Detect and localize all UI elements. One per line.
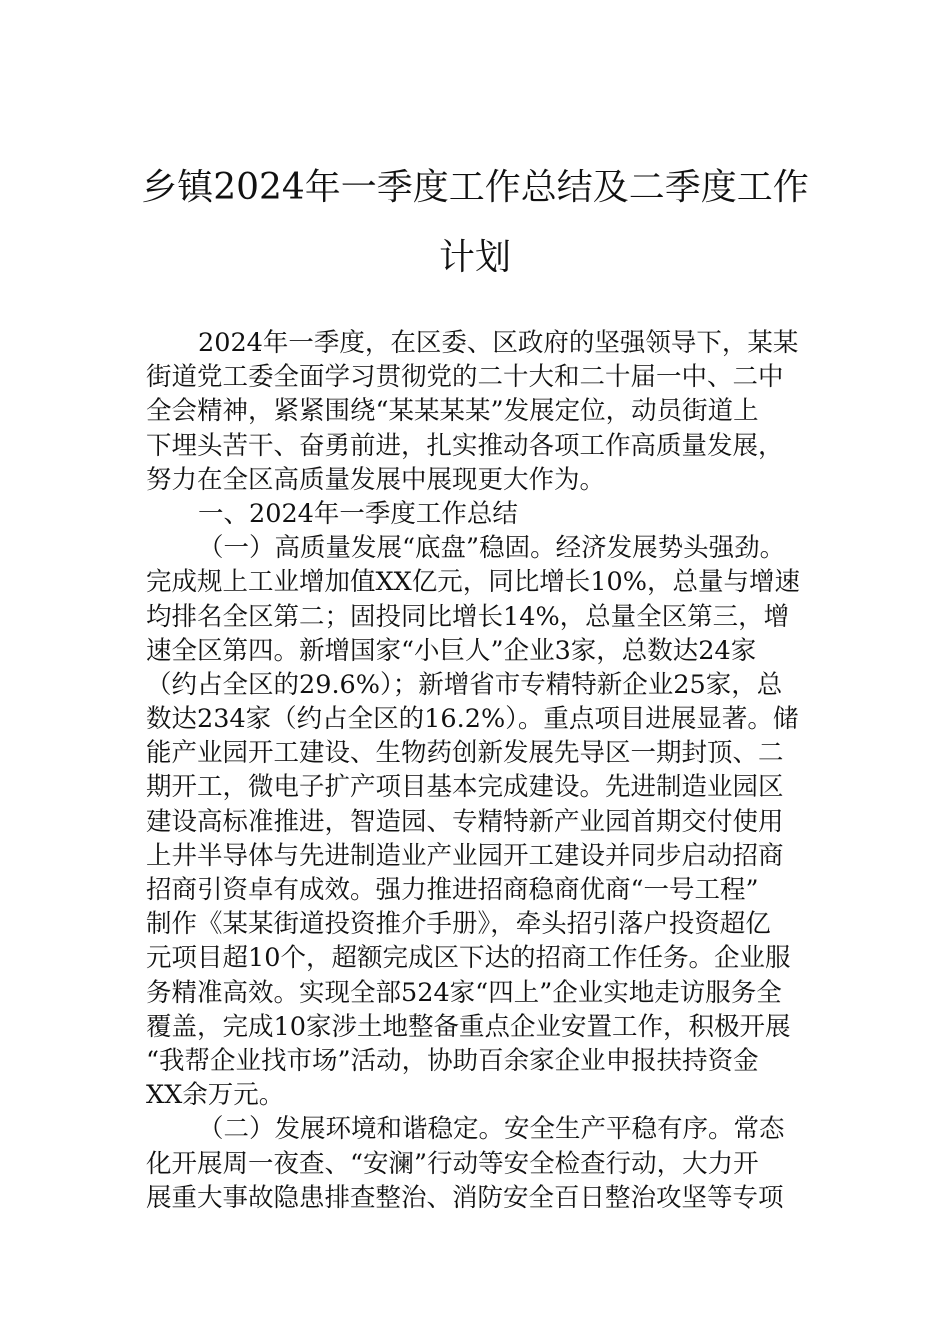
paragraph-line: “我帮企业找市场”活动，协助百余家企业申报扶持资金 <box>146 1045 759 1076</box>
paragraph-line: （约占全区的29.6%）；新增省市专精特新企业25家，总 <box>146 669 783 700</box>
paragraph-line: 街道党工委全面学习贯彻党的二十大和二十届一中、二中 <box>146 362 784 393</box>
paragraph-line: 下埋头苦干、奋勇前进，扎实推动各项工作高质量发展， <box>146 430 784 461</box>
paragraph-line: 努力在全区高质量发展中展现更大作为。 <box>146 464 606 495</box>
paragraph-line: 数达234家（约占全区的16.2%）。重点项目进展显著。储 <box>146 704 799 735</box>
paragraph-line: 制作《某某街道投资推介手册》，牵头招引落户投资超亿 <box>146 909 771 940</box>
paragraph-line: 招商引资卓有成效。强力推进招商稳商优商“一号工程” <box>146 875 759 905</box>
paragraph-line: XX余万元。 <box>146 1080 285 1111</box>
paragraph-line: （一）高质量发展“底盘”稳固。经济发展势头强劲。 <box>198 533 786 564</box>
paragraph-line: 完成规上工业增加值XX亿元，同比增长10%，总量与增速 <box>146 567 800 598</box>
paragraph-line: 全会精神，紧紧围绕“某某某某”发展定位，动员街道上 <box>146 396 759 427</box>
paragraph-line: 上井半导体与先进制造业产业园开工建设并同步启动招商 <box>146 840 784 871</box>
paragraph-line: 元项目超10个，超额完成区下达的招商工作任务。企业服 <box>146 943 791 974</box>
paragraph-line: 建设高标准推进，智造园、专精特新产业园首期交付使用 <box>146 806 784 837</box>
paragraph-line: （二）发展环境和谐稳定。安全生产平稳有序。常态 <box>198 1114 785 1145</box>
paragraph-line: 均排名全区第二；固投同比增长14%，总量全区第三，增 <box>146 601 790 632</box>
paragraph-line: 化开展周一夜查、“安澜”行动等安全检查行动，大力开 <box>146 1148 759 1179</box>
paragraph-line: 能产业园开工建设、生物药创新发展先导区一期封顶、二 <box>146 738 784 769</box>
paragraph-line: 2024年一季度，在区委、区政府的坚强领导下，某某 <box>198 328 799 358</box>
paragraph-line: 期开工，微电子扩产项目基本完成建设。先进制造业园区 <box>146 772 784 803</box>
document-title-line-2: 计划 <box>438 237 511 278</box>
paragraph-line: 展重大事故隐患排查整治、消防安全百日整治攻坚等专项 <box>146 1182 784 1213</box>
paragraph-line: 务精准高效。实现全部524家“四上”企业实地走访服务全 <box>146 977 782 1008</box>
paragraph-line: 速全区第四。新增国家“小巨人”企业3家，总数达24家 <box>146 635 757 666</box>
document-body <box>146 326 810 1215</box>
document-title-line-1: 乡镇2024年一季度工作总结及二季度工作 <box>141 167 809 208</box>
paragraph-line: 一、2024年一季度工作总结 <box>198 498 518 529</box>
paragraph-line: 覆盖，完成10家涉土地整备重点企业安置工作，积极开展 <box>146 1011 791 1042</box>
